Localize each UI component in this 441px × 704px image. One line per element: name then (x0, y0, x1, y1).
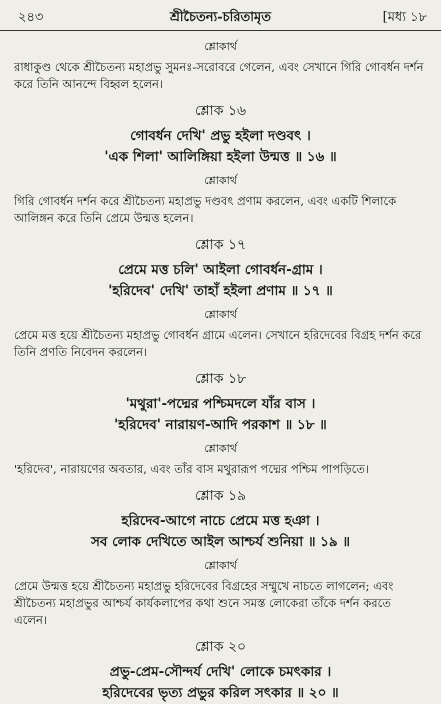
verse-heading: শ্লোক ১৭ (194, 237, 247, 253)
verse-line: 'মথুরা'-পদ্মের পশ্চিমদলে যাঁর বাস । (125, 396, 316, 412)
verse-line: সব লোক দেখিতে আইল আশ্চর্য শুনিয়া ॥ ১৯ ॥ (90, 534, 351, 550)
translation-paragraph: 'হরিদেব', নারায়ণের অবতার, এবং তাঁর বাস মথুরারূপ পদ্মের পশ্চিম পাপড়িতে। (14, 462, 370, 476)
verse-line: গোবর্ধন দেখি' প্রভু হইলা দণ্ডবৎ । (130, 128, 311, 144)
chapter-reference: [মধ্য ১৮ (382, 10, 427, 25)
running-title: শ্রীচৈতন্য-চরিতামৃত (169, 10, 272, 25)
verse-line: 'হরিদেব' দেখি' তাহাঁ হইলা প্রণাম ॥ ১৭ ॥ (108, 283, 333, 299)
page-header (0, 4, 441, 31)
translation-paragraph: প্রেমে উন্মত্ত হয়ে শ্রীচৈতন্য মহাপ্রভু হরিদেবের বিগ্রহের সম্মুখে নাচতে লাগলেন; এবং শ্রীচৈতন্য মহাপ্রভুর আশ্চর্য কার্যকলাপের কথা শুনে সমস্ত লোকেরা তাঁকে দর্শন করতে এলেন। (14, 579, 394, 627)
verse-heading: শ্লোক ১৮ (194, 371, 247, 387)
section-label: শ্লোকার্থ (204, 40, 237, 53)
verse-heading: শ্লোক ১৯ (194, 488, 247, 504)
page-number: ২৪৩ (18, 10, 44, 25)
verse-line: 'হরিদেব' নারায়ণ-আদি পরকাশ ॥ ১৮ ॥ (114, 417, 327, 433)
section-label: শ্লোকার্থ (204, 442, 237, 455)
verse-heading: শ্লোক ২০ (194, 639, 247, 655)
verse-line: হরিদেব-আগে নাচে প্রেমে মত্ত হঞা । (121, 513, 320, 529)
translation-paragraph: গিরি গোবর্ধন দর্শন করে শ্রীচৈতন্য মহাপ্রভু দণ্ডবৎ প্রণাম করলেন, এবং একটি শিলাকে আলিঙ্গন করে তিনি প্রেমে উন্মত্ত হলেন। (14, 194, 397, 225)
section-label: শ্লোকার্থ (204, 559, 237, 572)
verse-heading: শ্লোক ১৬ (194, 103, 247, 119)
verse-line: হরিদেবের ভৃত্য প্রভুর করিল সৎকার ॥ ২০ ॥ (102, 685, 339, 701)
verse-line: 'এক শিলা' আলিঙ্গিয়া হইলা উন্মত্ত ॥ ১৬ ॥ (104, 149, 337, 165)
page-body (0, 34, 441, 704)
verse-line: প্রেমে মত্ত চলি' আইলা গোবর্ধন-গ্রাম । (118, 262, 323, 278)
translation-paragraph: প্রেমে মত্ত হয়ে শ্রীচৈতন্য মহাপ্রভু গোবর্ধন গ্রামে এলেন। সেখানে হরিদেবের বিগ্রহ দর্শন করে তিনি প্রণতি নিবেদন করলেন। (14, 328, 422, 359)
verse-line: প্রভু-প্রেম-সৌন্দর্য দেখি' লোকে চমৎকার । (109, 664, 332, 680)
section-label: শ্লোকার্থ (204, 308, 237, 321)
translation-paragraph: রাধাকুণ্ড থেকে শ্রীচৈতন্য মহাপ্রভু সুমনঃ-সরোবরে গেলেন, এবং সেখানে গিরি গোবর্ধন দর্শন করে তিনি আনন্দে বিহ্বল হলেন। (14, 60, 424, 91)
section-label: শ্লোকার্থ (204, 174, 237, 187)
